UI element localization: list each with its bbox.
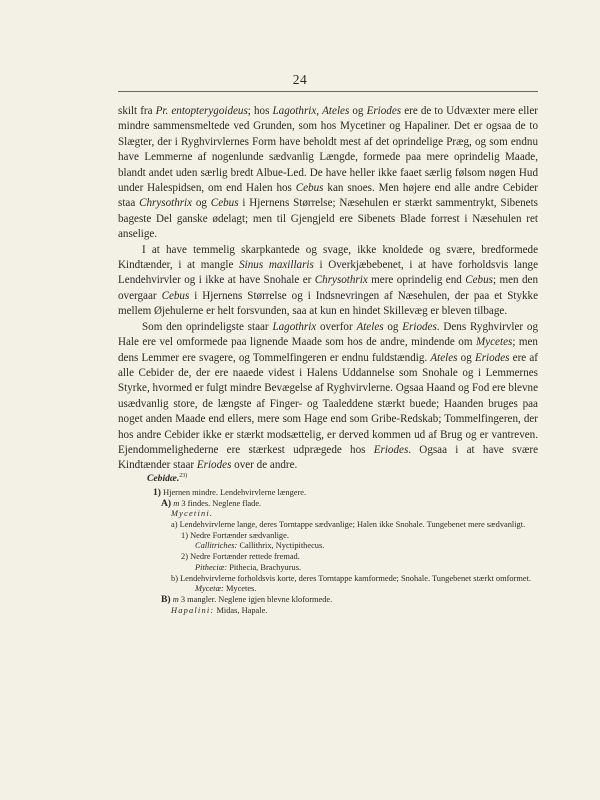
italic-term: Eriodes [474,351,510,364]
text-run: over de andre. [231,459,298,472]
italic-term: Mycetes [475,336,513,349]
text-run: I at have temmelig skarpkantede og svage, ikke knoldede og svære, bredformede Kindtænder, i at mangle [118,243,538,272]
genera: Mycetes. [223,584,257,594]
text-run: Som den oprindeligste staar [142,320,273,333]
key-label: A) [161,497,172,509]
group-name: Mycetæ: [195,584,224,594]
italic-term: Ateles [322,105,350,117]
group-pitheciae [147,563,542,574]
family-name: Cebidæ. [147,473,180,485]
text-run: i Hjernens Størrelse og i Indsnevringen af Næsehulen, der paa et Stykke mellem Øjehulerne er helt forsvunden, saa at kun en hindet Skillevæg er bleven tilbage. [118,289,539,318]
text-run: ; men dens Lemmer ere svagere, og Tommelfingeren er endnu fuldstændig. [118,336,538,364]
group-name: Pitheciæ: [195,562,228,572]
key-symbol: m [173,498,180,508]
text-run: og [383,320,403,333]
text-run: mere oprindelig end [367,274,466,287]
italic-term: Eriodes [373,443,409,456]
key-entry-b: b) Lendehvirvlerne forholdsvis korte, deres Torntappe kamformede; Snohale. Tungebenet stærkt omformet. [171,573,531,583]
italic-term: Pr. entopterygoideus [155,105,248,117]
key-label: B) [161,593,171,605]
footnote-ref: 23) [179,473,188,479]
key-text: Hjernen mindre. Lendehvirvlerne længere. [163,487,307,497]
key-symbol: m [172,594,179,604]
italic-term: Cebus [210,197,239,210]
page-number: 24 [292,72,308,87]
paragraph [118,243,538,320]
text-run: . Dens Ryghvirvler og Hale ere vel omformede paa lignende Maade som hos de andre, mindende om [118,320,539,349]
paragraph [118,320,538,474]
italic-term: Cebus [295,182,324,195]
text-run: og [457,351,475,364]
text-run: og [349,105,367,117]
key-entry-a1: 1) Nedre Fortænder sædvanlige. [181,530,289,540]
text-run: . Ogsaa i at have svære Kindtænder staar [118,443,538,472]
key-label: 1) [153,486,161,498]
genera: Callithrix, Nyctipithecus. [237,541,325,551]
italic-term: Eriodes [366,105,402,117]
paragraph [118,104,538,243]
text-run: og [192,197,211,210]
italic-term: Ateles [430,351,458,364]
text-run: ere de to Udvæxter mere eller mindre sammensmeltede ved Grunden, som hos Mycetiner og Hapaliner. Det er ogsaa de to Slægter, der i Ryghvirvlernes Form have beholdt mest af det oprindelige Præg, og som endnu have Lemmerne af nogenlunde sædvanlig Længde, formede paa mere oprindelig Maade, blandt andet uden særlig bredt Albue-Led. De have heller ikke faaet særlig følsom nøgen Hud under Halespidsen, om end Halen hos [118,105,538,195]
text-run: i Hjernens Størrelse; Næsehulen er stærkt sammentrykt, Sibenets bageste Del ganske ødelagt; men til Gjengjeld ere Sibenets Blade forrest i Næsehulen ret anselige. [118,197,538,241]
group-mycetae [147,584,542,595]
key-text: 3 findes. Neglene flade. [179,498,262,508]
italic-term: Cebus [465,274,493,287]
header-rule [118,91,538,92]
classification-heading [147,471,542,485]
text-run: ; men den overgaar [118,274,539,302]
text-run: ere af alle Cebider de, der ere naaede videst i Halens Uddannelse som Snohale og i Lemmernes Styrke, hvormed er fulgt mindre Bevægelse af Ryghvirvlerne. Ogsaa Haand og Fod ere blevne usædvanlig store, de længste af Finger- og Taaleddene stærkt buede; Haanden bruges paa noget anden Maade end ellers, mere som Hage end som Gribe-Redskab; Tommelfingeren, der hos andre Cebider ikke er stærkt modsættelig, er derved kommen ud af Brug og er vantreven. Ejendommelighederne ere stærkest udprægede hos [118,351,538,456]
italic-term: Sinus maxillaris [239,259,314,272]
group-hapalini [147,606,542,617]
text-run: i Overkjæbebenet, i at have forholdsvis lange Lendehvirvler og i ikke at have Snohale er [118,259,538,287]
key-entry-1 [147,488,542,499]
text-run: ; hos [247,105,273,117]
classification-key [147,471,542,616]
key-entry-A [147,499,542,510]
italic-term: Cebus [161,289,190,302]
group-name: Callitriches: [195,541,238,551]
body-text [118,104,538,474]
tribe-name: Hapalini: [171,605,215,615]
italic-term: Chrysothrix [139,197,193,210]
key-entry-a2: 2) Nedre Fortænder rettede fremad. [181,552,300,562]
italic-term: Eriodes [402,320,437,333]
key-entry-a: a) Lendehvirvlerne lange, deres Torntappe sædvanlige; Halen ikke Snohale. Tungebenet mere sædvanligt. [171,520,526,529]
group-callitriches [147,541,542,552]
italic-term: Lagothrix [272,105,317,117]
text-run: skilt fra [118,105,156,117]
italic-term: Ateles [356,320,384,333]
genera: Pithecia, Brachyurus. [227,562,302,572]
key-text: 3 mangler. Neglene igjen blevne kloformede. [178,594,333,604]
text-run: kan snoes. Men højere end alle andre Cebider staa [118,182,538,210]
genera: Midas, Hapale. [214,605,268,615]
italic-term: Chrysothrix [314,274,368,287]
text-run: overfor [316,320,357,333]
key-entry-B [147,595,542,606]
italic-term: Lagothrix [272,320,317,333]
tribe-name: Mycetini. [171,509,214,519]
text-run: , [316,105,323,117]
italic-term: Eriodes [196,459,232,472]
